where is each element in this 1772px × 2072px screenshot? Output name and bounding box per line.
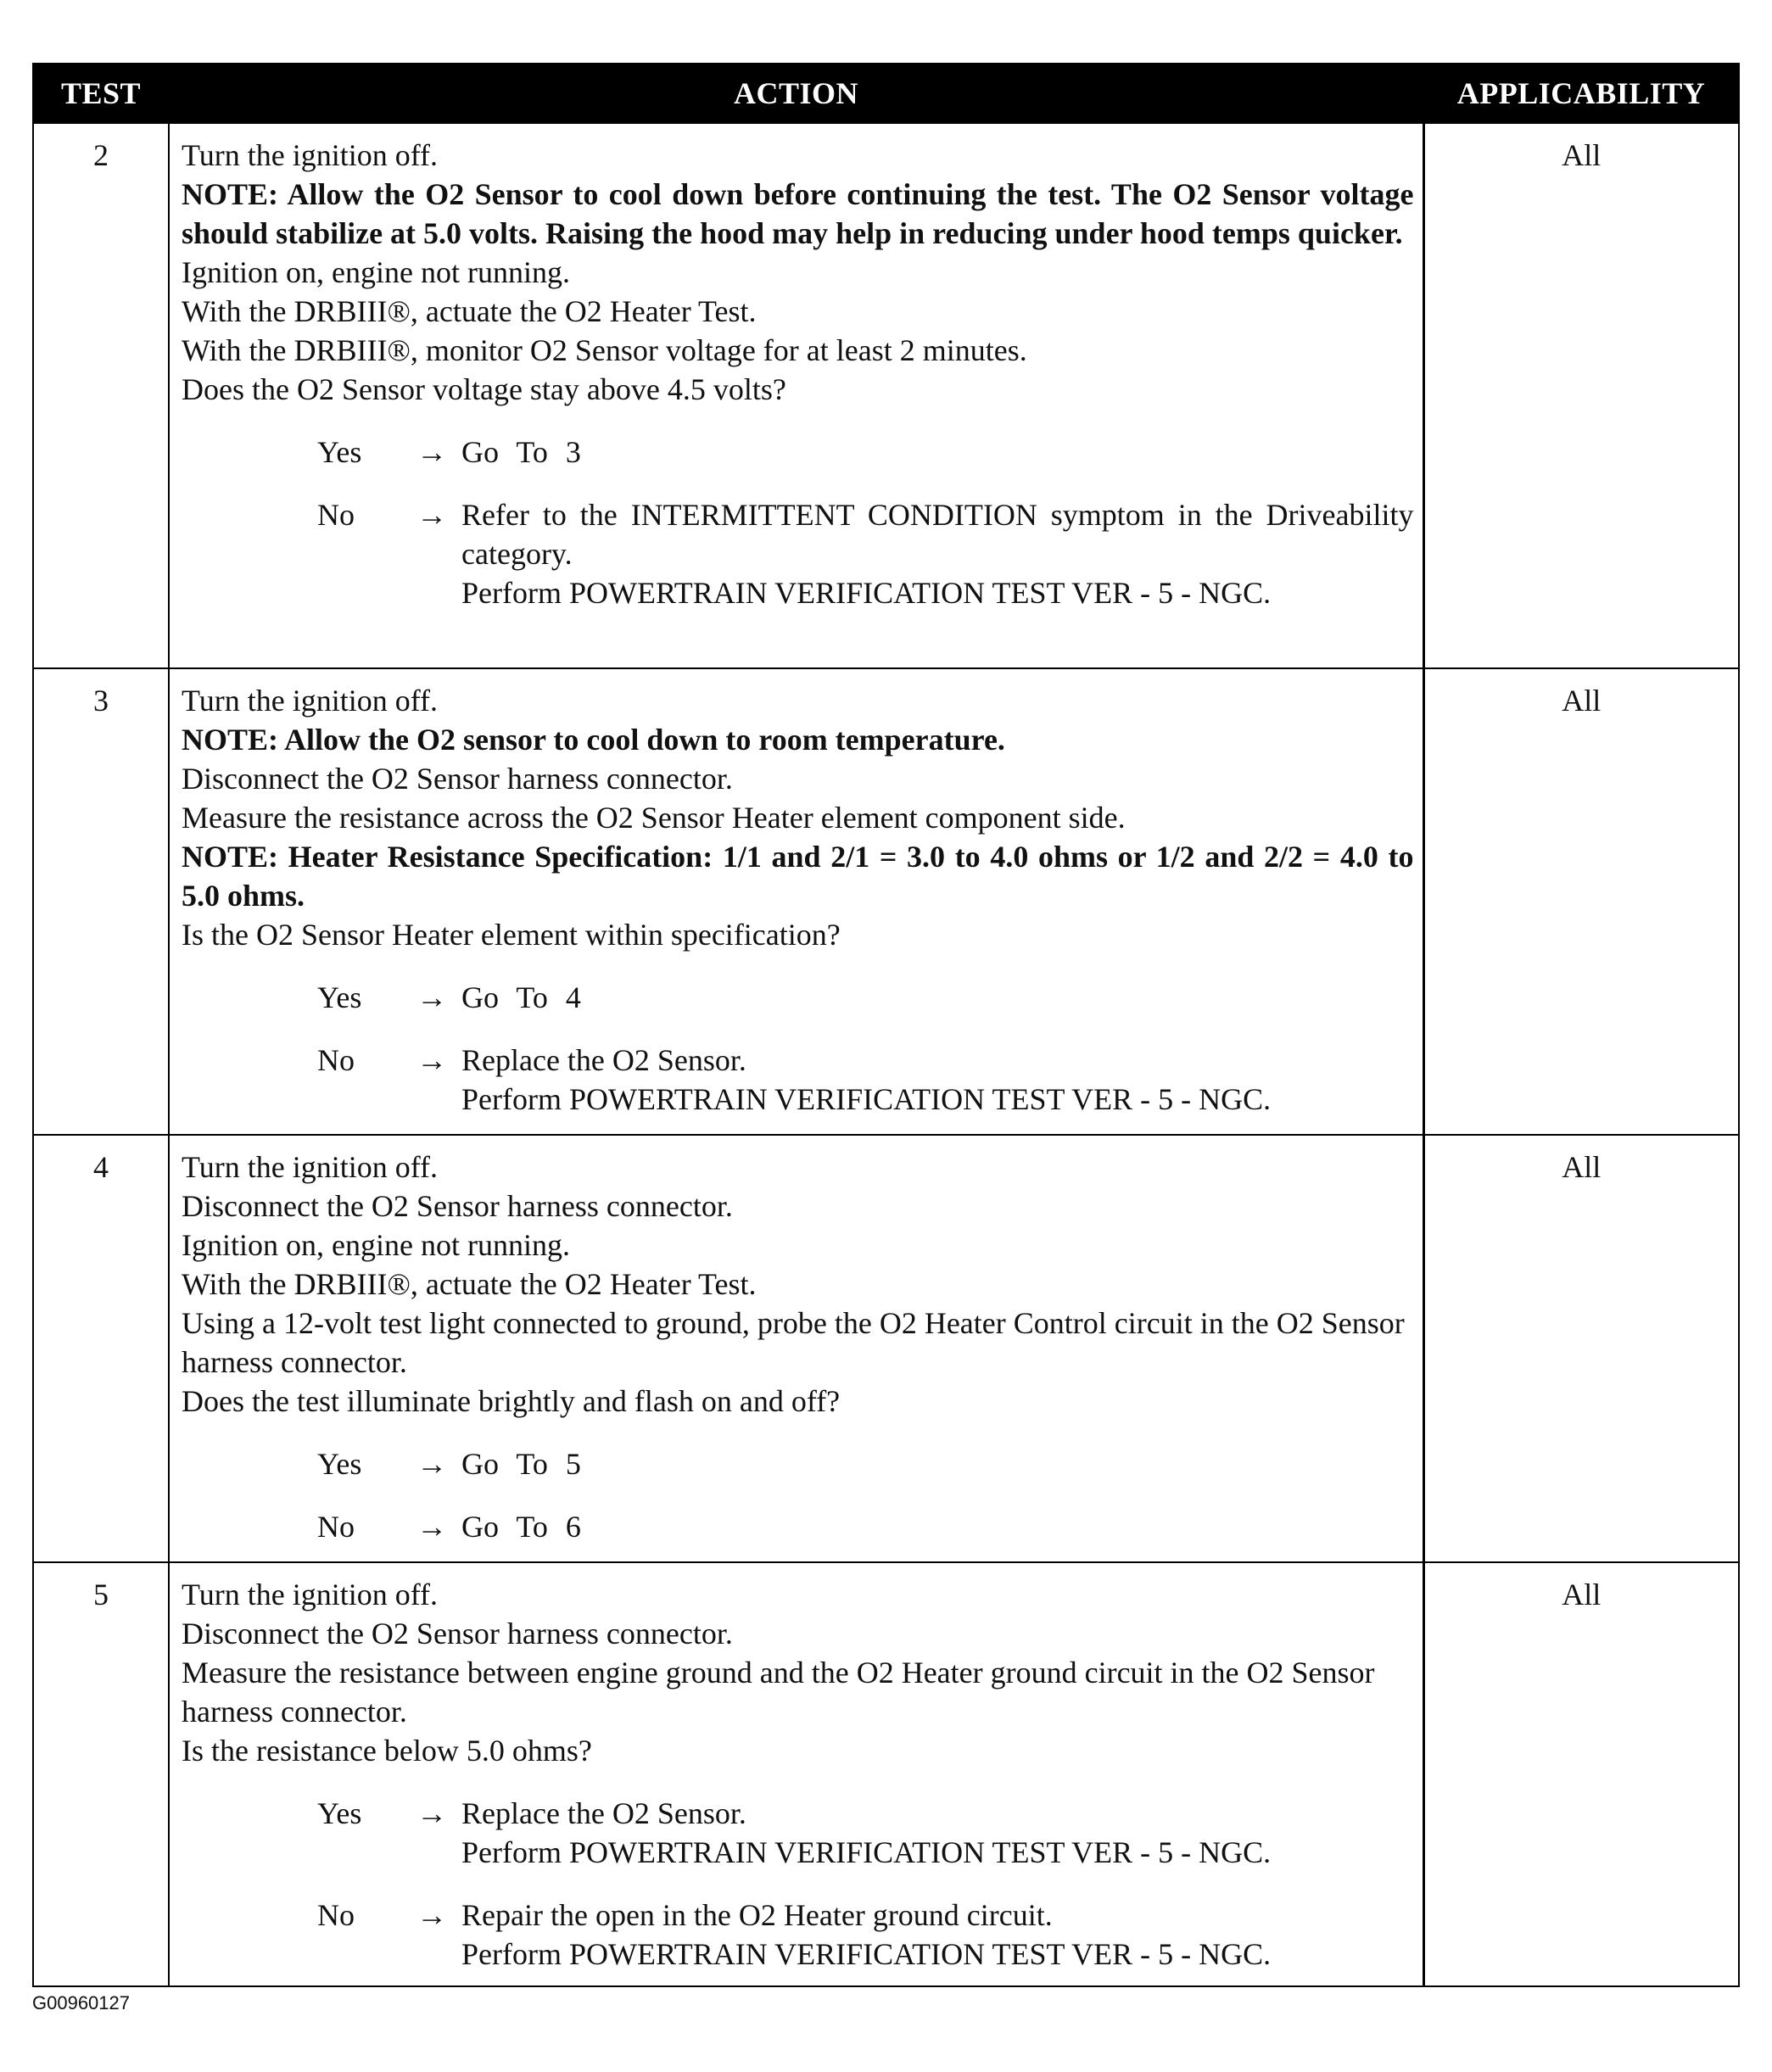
yes-result [461, 1794, 1414, 1872]
action-cell [169, 123, 1423, 668]
action-step: Turn the ignition off. [182, 138, 439, 172]
result-line: Go To 4 [461, 980, 581, 1014]
no-result [461, 1507, 1414, 1546]
result-line: Go To 5 [461, 1447, 581, 1481]
result-line: Replace the O2 Sensor. [461, 1796, 746, 1830]
test-number: 3 [33, 668, 169, 1135]
yes-result [461, 433, 1414, 472]
applicability-cell: All [1423, 668, 1739, 1135]
result-line: Perform POWERTRAIN VERIFICATION TEST VER - 5 - NGC. [461, 1082, 1272, 1116]
table-row [33, 668, 1739, 1135]
header-applicability: APPLICABILITY [1423, 64, 1739, 123]
yes-label: Yes [317, 1447, 362, 1481]
action-step: With the DRBIII®, monitor O2 Sensor voltage for at least 2 minutes. [182, 333, 1027, 367]
table-header-row [33, 64, 1739, 123]
action-cell [169, 1562, 1423, 1986]
action-cell [169, 1135, 1423, 1562]
action-step: Measure the resistance across the O2 Sensor Heater element component side. [182, 801, 1126, 835]
diagnostic-table-sheet [32, 63, 1738, 1987]
arrow-right-icon: → [416, 1898, 447, 1932]
applicability-cell: All [1423, 123, 1739, 668]
no-label: No [317, 498, 355, 532]
yes-result [461, 978, 1414, 1017]
header-action: ACTION [169, 64, 1423, 123]
yes-result [461, 1444, 1414, 1483]
figure-code: G00960127 [32, 1992, 130, 2013]
no-result [461, 1896, 1414, 1974]
result-line: Go To 3 [461, 435, 581, 469]
action-step: With the DRBIII®, actuate the O2 Heater Test. [182, 294, 757, 328]
action-step: Disconnect the O2 Sensor harness connector. [182, 1189, 733, 1223]
applicability-cell: All [1423, 1562, 1739, 1986]
no-result [461, 495, 1414, 612]
no-result [461, 1041, 1414, 1119]
arrow-right-icon: → [416, 498, 447, 532]
action-step: Disconnect the O2 Sensor harness connector. [182, 762, 733, 796]
no-branch [317, 1896, 1414, 1974]
action-step: Ignition on, engine not running. [182, 255, 570, 289]
yes-branch [317, 978, 1414, 1017]
arrow-right-icon: → [416, 1447, 447, 1481]
result-line: Repair the open in the O2 Heater ground circuit. [461, 1898, 1053, 1932]
result-line: Perform POWERTRAIN VERIFICATION TEST VER - 5 - NGC. [461, 1937, 1272, 1971]
header-test: TEST [33, 64, 169, 123]
action-question: Does the test illuminate brightly and flash on and off? [182, 1384, 841, 1418]
result-line: Go To 6 [461, 1510, 581, 1544]
no-branch [317, 495, 1414, 612]
action-step: Ignition on, engine not running. [182, 1228, 570, 1262]
test-number: 5 [33, 1562, 169, 1986]
no-label: No [317, 1898, 355, 1932]
applicability-cell: All [1423, 1135, 1739, 1562]
arrow-right-icon: → [416, 980, 447, 1014]
result-line: Perform POWERTRAIN VERIFICATION TEST VER - 5 - NGC. [461, 576, 1272, 610]
yes-label: Yes [317, 980, 362, 1014]
arrow-right-icon: → [416, 1043, 447, 1077]
result-line: Perform POWERTRAIN VERIFICATION TEST VER - 5 - NGC. [461, 1835, 1272, 1869]
arrow-right-icon: → [416, 1796, 447, 1830]
arrow-right-icon: → [416, 1510, 447, 1544]
action-step: With the DRBIII®, actuate the O2 Heater Test. [182, 1267, 757, 1301]
yes-branch [317, 1794, 1414, 1872]
action-cell [169, 668, 1423, 1135]
action-note: NOTE: Allow the O2 Sensor to cool down before continuing the test. The O2 Sensor voltage should stabilize at 5.0 volts. Raising the hood may help in reducing under hood temps quicker. [182, 177, 1414, 250]
action-step: Disconnect the O2 Sensor harness connector. [182, 1617, 733, 1650]
action-step: Turn the ignition off. [182, 1578, 439, 1611]
result-line: Replace the O2 Sensor. [461, 1043, 746, 1077]
test-number: 4 [33, 1135, 169, 1562]
yes-branch [317, 1444, 1414, 1483]
action-question: Is the O2 Sensor Heater element within specification? [182, 918, 841, 952]
action-step: Measure the resistance between engine ground and the O2 Heater ground circuit in the O2 Sensor harness connector. [182, 1656, 1375, 1729]
arrow-right-icon: → [416, 435, 447, 469]
no-label: No [317, 1510, 355, 1544]
table-row [33, 1562, 1739, 1986]
yes-label: Yes [317, 435, 362, 469]
action-step: Using a 12-volt test light connected to ground, probe the O2 Heater Control circuit in the O2 Sensor harness connector. [182, 1306, 1405, 1379]
action-step: Turn the ignition off. [182, 684, 439, 718]
diagnostic-table [32, 63, 1740, 1987]
action-note: NOTE: Heater Resistance Specification: 1/1 and 2/1 = 3.0 to 4.0 ohms or 1/2 and 2/2 = 4.0 to 5.0 ohms. [182, 840, 1414, 913]
yes-branch [317, 433, 1414, 472]
table-row [33, 1135, 1739, 1562]
table-row [33, 123, 1739, 668]
action-note: NOTE: Allow the O2 sensor to cool down to room temperature. [182, 723, 1005, 757]
no-label: No [317, 1043, 355, 1077]
action-question: Is the resistance below 5.0 ohms? [182, 1734, 592, 1768]
no-branch [317, 1041, 1414, 1119]
action-step: Turn the ignition off. [182, 1150, 439, 1184]
yes-label: Yes [317, 1796, 362, 1830]
result-line: Refer to the INTERMITTENT CONDITION symptom in the Driveability category. [461, 498, 1414, 571]
action-question: Does the O2 Sensor voltage stay above 4.5 volts? [182, 372, 786, 406]
no-branch [317, 1507, 1414, 1546]
test-number: 2 [33, 123, 169, 668]
